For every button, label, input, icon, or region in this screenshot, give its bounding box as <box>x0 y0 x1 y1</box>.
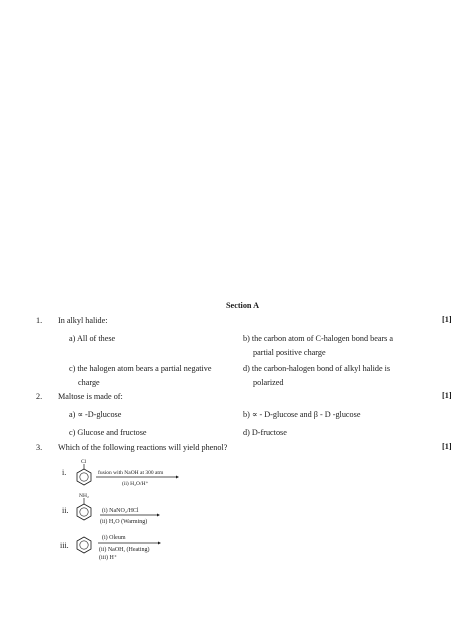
question-2-text: Maltose is made of: <box>58 392 123 401</box>
reaction-iii-label: iii. <box>60 541 69 550</box>
arrow-head-icon <box>158 542 161 545</box>
question-2-number: 2. <box>36 392 43 401</box>
question-2-option-c: c) Glucose and fructose <box>69 428 147 437</box>
arrow-head-icon <box>176 476 179 479</box>
reaction-ii-substituent: NH₂ <box>79 493 89 499</box>
question-2-option-b: b) ∝ - D-glucose and β - D -glucose <box>243 410 361 419</box>
question-2-marks: [1] <box>442 391 452 400</box>
reaction-ii-reagent-top: (i) NaNO₂/HCl <box>102 508 139 514</box>
benzene-ring-icon <box>77 537 91 553</box>
question-1-number: 1. <box>36 316 43 325</box>
question-1-option-b-line1: b) the carbon atom of C-halogen bond bears a <box>243 334 394 343</box>
question-1-text: In alkyl halide: <box>58 316 108 325</box>
question-3-marks: [1] <box>442 442 452 451</box>
reaction-ii <box>58 489 198 534</box>
reaction-ii-label: ii. <box>62 506 69 515</box>
section-title: Section A <box>226 301 259 310</box>
arrow-head-icon <box>157 514 160 517</box>
reaction-ii-reagent-bottom: (ii) H₂O (Warming) <box>100 519 148 525</box>
reaction-iii <box>58 529 198 570</box>
question-1-option-d-line2: polarized <box>253 378 284 387</box>
benzene-ring-icon <box>77 504 91 520</box>
question-1-marks: [1] <box>442 315 452 324</box>
question-1-option-c-line2: charge <box>78 378 100 387</box>
question-1-option-c-line1: c) the halogen atom bears a partial negative <box>69 364 212 373</box>
question-2-option-d: d) D-fructose <box>243 428 287 437</box>
benzene-ring-icon <box>77 469 91 485</box>
reaction-i-reagent-bottom: (ii) H₂O/H⁺ <box>122 481 149 487</box>
question-2-option-a: a) ∝ -D-glucose <box>69 410 122 419</box>
question-1-option-d-line1: d) the carbon-halogen bond of alkyl halide is <box>243 364 391 373</box>
question-3-text: Which of the following reactions will yield phenol? <box>58 443 228 452</box>
reaction-iii-reagent-bottom: (ii) NaOH, (Heating) <box>99 547 150 553</box>
question-1-option-a: a) All of these <box>69 334 116 343</box>
reaction-i-substituent: Cl <box>81 459 87 465</box>
reaction-i-reagent-top: fusion with NaOH at 300 atm <box>98 470 164 476</box>
reaction-iii-reagent-extra: (iii) H⁺ <box>99 555 117 561</box>
question-3-number: 3. <box>36 443 43 452</box>
reaction-iii-reagent-top: (i) Oleum <box>102 535 126 541</box>
reaction-i-label: i. <box>62 468 67 477</box>
question-1-option-b-line2: partial positive charge <box>253 348 326 357</box>
